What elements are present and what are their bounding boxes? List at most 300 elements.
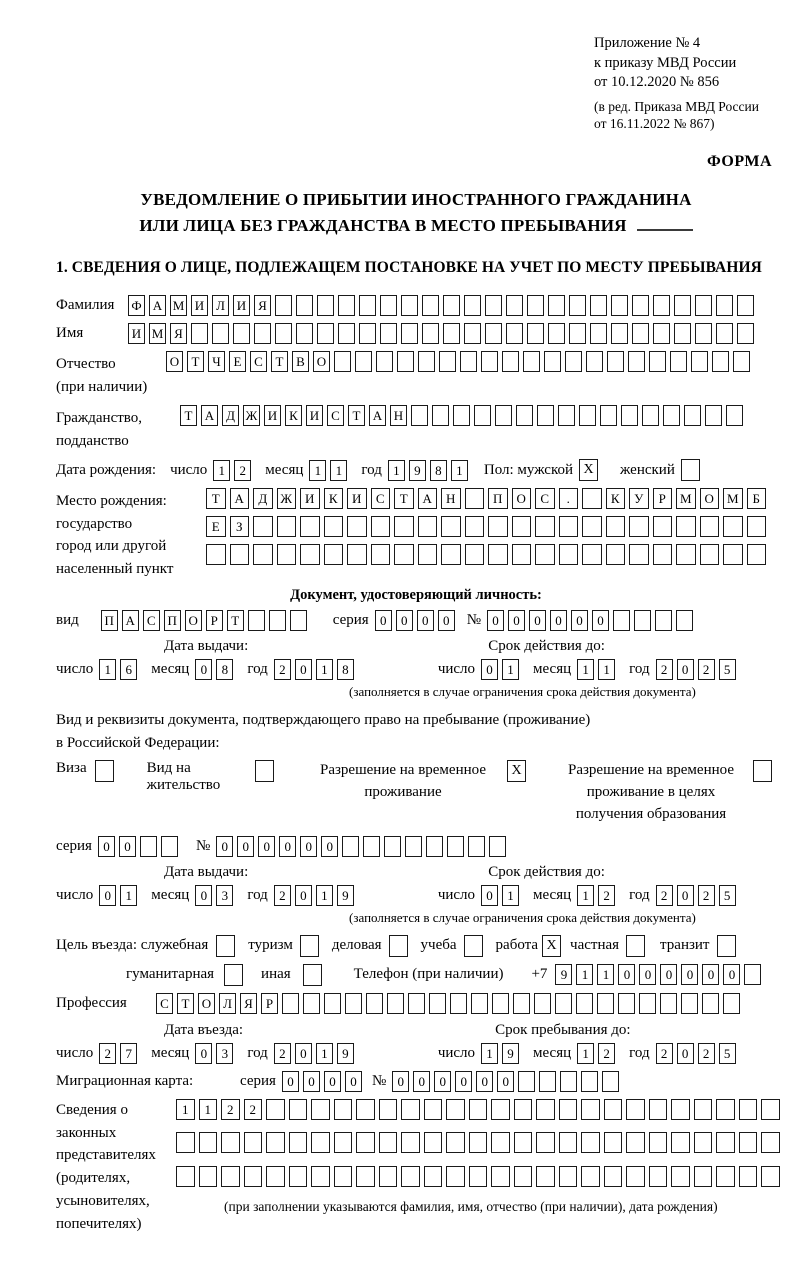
- char-cell[interactable]: [613, 610, 630, 631]
- char-cell[interactable]: [376, 351, 393, 372]
- char-cell[interactable]: [502, 351, 519, 372]
- char-cell[interactable]: 0: [195, 659, 212, 680]
- char-cell[interactable]: [418, 351, 435, 372]
- char-cell[interactable]: [422, 295, 439, 316]
- char-cell[interactable]: Е: [206, 516, 226, 537]
- char-cell[interactable]: [453, 405, 470, 426]
- char-cell[interactable]: 0: [618, 964, 635, 985]
- char-cell[interactable]: 1: [576, 964, 593, 985]
- char-cell[interactable]: [345, 993, 362, 1014]
- char-cell[interactable]: [560, 1071, 577, 1092]
- char-cell[interactable]: И: [300, 488, 320, 509]
- char-cell[interactable]: [671, 1132, 690, 1153]
- char-cell[interactable]: [366, 993, 383, 1014]
- char-cell[interactable]: О: [313, 351, 330, 372]
- char-cell[interactable]: [282, 993, 299, 1014]
- char-cell[interactable]: 0: [258, 836, 275, 857]
- char-cell[interactable]: Р: [261, 993, 278, 1014]
- char-cell[interactable]: [191, 323, 208, 344]
- char-cell[interactable]: З: [230, 516, 250, 537]
- char-cell[interactable]: 0: [300, 836, 317, 857]
- char-cell[interactable]: 0: [237, 836, 254, 857]
- char-cell[interactable]: [739, 1099, 758, 1120]
- char-cell[interactable]: [655, 610, 672, 631]
- char-cell[interactable]: 2: [598, 885, 615, 906]
- char-cell[interactable]: 2: [234, 460, 251, 481]
- char-cell[interactable]: 0: [660, 964, 677, 985]
- char-cell[interactable]: 0: [677, 659, 694, 680]
- char-cell[interactable]: [523, 351, 540, 372]
- char-cell[interactable]: [269, 610, 286, 631]
- char-cell[interactable]: [753, 760, 772, 782]
- char-cell[interactable]: 1: [213, 460, 230, 481]
- char-cell[interactable]: [338, 295, 355, 316]
- char-cell[interactable]: 1: [176, 1099, 195, 1120]
- char-cell[interactable]: 1: [316, 659, 333, 680]
- char-cell[interactable]: [716, 295, 733, 316]
- char-cell[interactable]: 2: [598, 1043, 615, 1064]
- char-cell[interactable]: [694, 1166, 713, 1187]
- char-cell[interactable]: [488, 516, 508, 537]
- char-cell[interactable]: Я: [254, 295, 271, 316]
- char-cell[interactable]: [621, 405, 638, 426]
- char-cell[interactable]: [296, 295, 313, 316]
- char-cell[interactable]: 0: [345, 1071, 362, 1092]
- char-cell[interactable]: [389, 935, 408, 957]
- char-cell[interactable]: 0: [702, 964, 719, 985]
- char-cell[interactable]: [469, 1166, 488, 1187]
- char-cell[interactable]: [726, 405, 743, 426]
- char-cell[interactable]: [439, 351, 456, 372]
- char-cell[interactable]: [371, 544, 391, 565]
- char-cell[interactable]: [700, 544, 720, 565]
- char-cell[interactable]: [460, 351, 477, 372]
- char-cell[interactable]: 1: [120, 885, 137, 906]
- char-cell[interactable]: [700, 516, 720, 537]
- char-cell[interactable]: [224, 964, 243, 986]
- char-cell[interactable]: [447, 836, 464, 857]
- char-cell[interactable]: 3: [216, 885, 233, 906]
- char-cell[interactable]: [397, 351, 414, 372]
- char-cell[interactable]: А: [201, 405, 218, 426]
- char-cell[interactable]: [426, 836, 443, 857]
- char-cell[interactable]: [446, 1166, 465, 1187]
- char-cell[interactable]: 0: [295, 1043, 312, 1064]
- char-cell[interactable]: [324, 516, 344, 537]
- char-cell[interactable]: 0: [99, 885, 116, 906]
- char-cell[interactable]: [660, 993, 677, 1014]
- char-cell[interactable]: 0: [396, 610, 413, 631]
- char-cell[interactable]: [266, 1166, 285, 1187]
- char-cell[interactable]: О: [185, 610, 202, 631]
- char-cell[interactable]: 0: [279, 836, 296, 857]
- char-cell[interactable]: [424, 1166, 443, 1187]
- char-cell[interactable]: 0: [487, 610, 504, 631]
- char-cell[interactable]: 0: [455, 1071, 472, 1092]
- char-cell[interactable]: [671, 1099, 690, 1120]
- char-cell[interactable]: [199, 1132, 218, 1153]
- char-cell[interactable]: М: [723, 488, 743, 509]
- char-cell[interactable]: Б: [747, 488, 767, 509]
- char-cell[interactable]: 0: [723, 964, 740, 985]
- char-cell[interactable]: [569, 323, 586, 344]
- char-cell[interactable]: [716, 1099, 735, 1120]
- char-cell[interactable]: [576, 993, 593, 1014]
- char-cell[interactable]: 2: [656, 1043, 673, 1064]
- char-cell[interactable]: Т: [177, 993, 194, 1014]
- char-cell[interactable]: [300, 935, 319, 957]
- char-cell[interactable]: [739, 1132, 758, 1153]
- char-cell[interactable]: [342, 836, 359, 857]
- char-cell[interactable]: [379, 1099, 398, 1120]
- char-cell[interactable]: 5: [719, 1043, 736, 1064]
- char-cell[interactable]: Н: [390, 405, 407, 426]
- char-cell[interactable]: 2: [698, 659, 715, 680]
- char-cell[interactable]: [317, 295, 334, 316]
- char-cell[interactable]: 0: [392, 1071, 409, 1092]
- char-cell[interactable]: С: [143, 610, 160, 631]
- char-cell[interactable]: [671, 1166, 690, 1187]
- char-cell[interactable]: 1: [502, 659, 519, 680]
- char-cell[interactable]: [559, 1166, 578, 1187]
- char-cell[interactable]: [548, 295, 565, 316]
- char-cell[interactable]: 0: [375, 610, 392, 631]
- char-cell[interactable]: [491, 1132, 510, 1153]
- char-cell[interactable]: [565, 351, 582, 372]
- char-cell[interactable]: [468, 836, 485, 857]
- char-cell[interactable]: [536, 1166, 555, 1187]
- char-cell[interactable]: [317, 323, 334, 344]
- char-cell[interactable]: [611, 295, 628, 316]
- char-cell[interactable]: [747, 516, 767, 537]
- char-cell[interactable]: [606, 544, 626, 565]
- char-cell[interactable]: [334, 1099, 353, 1120]
- char-cell[interactable]: [422, 323, 439, 344]
- char-cell[interactable]: [512, 544, 532, 565]
- char-cell[interactable]: [695, 323, 712, 344]
- char-cell[interactable]: Н: [441, 488, 461, 509]
- char-cell[interactable]: Ф: [128, 295, 145, 316]
- char-cell[interactable]: 0: [295, 659, 312, 680]
- char-cell[interactable]: [289, 1099, 308, 1120]
- char-cell[interactable]: [418, 516, 438, 537]
- char-cell[interactable]: [266, 1132, 285, 1153]
- char-cell[interactable]: [491, 1099, 510, 1120]
- char-cell[interactable]: [602, 1071, 619, 1092]
- char-cell[interactable]: 3: [216, 1043, 233, 1064]
- char-cell[interactable]: О: [198, 993, 215, 1014]
- char-cell[interactable]: 0: [677, 885, 694, 906]
- char-cell[interactable]: 0: [497, 1071, 514, 1092]
- char-cell[interactable]: [212, 323, 229, 344]
- char-cell[interactable]: [441, 516, 461, 537]
- char-cell[interactable]: [432, 405, 449, 426]
- char-cell[interactable]: 1: [309, 460, 326, 481]
- char-cell[interactable]: Я: [240, 993, 257, 1014]
- char-cell[interactable]: 1: [597, 964, 614, 985]
- char-cell[interactable]: [289, 1166, 308, 1187]
- char-cell[interactable]: [338, 323, 355, 344]
- char-cell[interactable]: [491, 1166, 510, 1187]
- char-cell[interactable]: [95, 760, 114, 782]
- char-cell[interactable]: 0: [476, 1071, 493, 1092]
- char-cell[interactable]: 1: [598, 659, 615, 680]
- char-cell[interactable]: 0: [417, 610, 434, 631]
- char-cell[interactable]: [600, 405, 617, 426]
- char-cell[interactable]: [653, 516, 673, 537]
- char-cell[interactable]: [626, 935, 645, 957]
- char-cell[interactable]: [670, 351, 687, 372]
- char-cell[interactable]: [176, 1166, 195, 1187]
- char-cell[interactable]: [639, 993, 656, 1014]
- char-cell[interactable]: [266, 1099, 285, 1120]
- char-cell[interactable]: [277, 544, 297, 565]
- char-cell[interactable]: [380, 295, 397, 316]
- char-cell[interactable]: [401, 323, 418, 344]
- char-cell[interactable]: М: [149, 323, 166, 344]
- char-cell[interactable]: [140, 836, 157, 857]
- char-cell[interactable]: 0: [324, 1071, 341, 1092]
- char-cell[interactable]: [607, 351, 624, 372]
- char-cell[interactable]: [559, 1132, 578, 1153]
- char-cell[interactable]: [255, 760, 274, 782]
- char-cell[interactable]: [233, 323, 250, 344]
- char-cell[interactable]: [176, 1132, 195, 1153]
- char-cell[interactable]: [311, 1166, 330, 1187]
- char-cell[interactable]: [465, 488, 485, 509]
- char-cell[interactable]: [632, 295, 649, 316]
- char-cell[interactable]: [606, 516, 626, 537]
- char-cell[interactable]: [300, 516, 320, 537]
- char-cell[interactable]: 0: [592, 610, 609, 631]
- char-cell[interactable]: [248, 610, 265, 631]
- char-cell[interactable]: [618, 993, 635, 1014]
- char-cell[interactable]: 0: [508, 610, 525, 631]
- char-cell[interactable]: 8: [430, 460, 447, 481]
- char-cell[interactable]: 8: [216, 659, 233, 680]
- char-cell[interactable]: Ж: [243, 405, 260, 426]
- char-cell[interactable]: [649, 1099, 668, 1120]
- char-cell[interactable]: [514, 1166, 533, 1187]
- char-cell[interactable]: Р: [206, 610, 223, 631]
- char-cell[interactable]: 2: [274, 885, 291, 906]
- char-cell[interactable]: [590, 295, 607, 316]
- char-cell[interactable]: 0: [119, 836, 136, 857]
- char-cell[interactable]: 1: [316, 885, 333, 906]
- char-cell[interactable]: [723, 544, 743, 565]
- char-cell[interactable]: 0: [282, 1071, 299, 1092]
- char-cell[interactable]: [244, 1166, 263, 1187]
- char-cell[interactable]: [450, 993, 467, 1014]
- char-cell[interactable]: [694, 1099, 713, 1120]
- char-cell[interactable]: [581, 1099, 600, 1120]
- char-cell[interactable]: Д: [253, 488, 273, 509]
- char-cell[interactable]: [555, 993, 572, 1014]
- char-cell[interactable]: [495, 405, 512, 426]
- char-cell[interactable]: [676, 610, 693, 631]
- char-cell[interactable]: [535, 544, 555, 565]
- char-cell[interactable]: 1: [502, 885, 519, 906]
- char-cell[interactable]: [359, 295, 376, 316]
- char-cell[interactable]: Е: [229, 351, 246, 372]
- char-cell[interactable]: 0: [681, 964, 698, 985]
- char-cell[interactable]: [604, 1132, 623, 1153]
- char-cell[interactable]: Т: [180, 405, 197, 426]
- char-cell[interactable]: [363, 836, 380, 857]
- char-cell[interactable]: [527, 323, 544, 344]
- char-cell[interactable]: [559, 1099, 578, 1120]
- char-cell[interactable]: [443, 295, 460, 316]
- char-cell[interactable]: М: [170, 295, 187, 316]
- char-cell[interactable]: 0: [481, 885, 498, 906]
- char-cell[interactable]: [579, 405, 596, 426]
- char-cell[interactable]: [649, 1132, 668, 1153]
- char-cell[interactable]: [334, 1132, 353, 1153]
- char-cell[interactable]: [441, 544, 461, 565]
- char-cell[interactable]: [534, 993, 551, 1014]
- char-cell[interactable]: Л: [212, 295, 229, 316]
- char-cell[interactable]: [289, 1132, 308, 1153]
- char-cell[interactable]: [744, 964, 761, 985]
- char-cell[interactable]: [684, 405, 701, 426]
- char-cell[interactable]: [356, 1099, 375, 1120]
- char-cell[interactable]: [355, 351, 372, 372]
- char-cell[interactable]: [311, 1099, 330, 1120]
- char-cell[interactable]: А: [230, 488, 250, 509]
- char-cell[interactable]: [324, 993, 341, 1014]
- char-cell[interactable]: [674, 295, 691, 316]
- char-cell[interactable]: 1: [577, 659, 594, 680]
- char-cell[interactable]: [464, 323, 481, 344]
- char-cell[interactable]: [411, 405, 428, 426]
- char-cell[interactable]: [371, 516, 391, 537]
- char-cell[interactable]: [582, 516, 602, 537]
- char-cell[interactable]: [653, 295, 670, 316]
- char-cell[interactable]: Я: [170, 323, 187, 344]
- char-cell[interactable]: [244, 1132, 263, 1153]
- char-cell[interactable]: [518, 1071, 535, 1092]
- char-cell[interactable]: Т: [348, 405, 365, 426]
- char-cell[interactable]: [492, 993, 509, 1014]
- char-cell[interactable]: [761, 1132, 780, 1153]
- char-cell[interactable]: [471, 993, 488, 1014]
- char-cell[interactable]: 1: [481, 1043, 498, 1064]
- char-cell[interactable]: Т: [206, 488, 226, 509]
- char-cell[interactable]: [544, 351, 561, 372]
- char-cell[interactable]: [296, 323, 313, 344]
- char-cell[interactable]: К: [285, 405, 302, 426]
- char-cell[interactable]: 9: [555, 964, 572, 985]
- char-cell[interactable]: [604, 1166, 623, 1187]
- char-cell[interactable]: Т: [187, 351, 204, 372]
- char-cell[interactable]: [597, 993, 614, 1014]
- char-cell[interactable]: [747, 544, 767, 565]
- char-cell[interactable]: 2: [244, 1099, 263, 1120]
- char-cell[interactable]: [514, 1132, 533, 1153]
- char-cell[interactable]: [737, 295, 754, 316]
- char-cell[interactable]: X: [579, 459, 598, 481]
- char-cell[interactable]: [230, 544, 250, 565]
- char-cell[interactable]: [537, 405, 554, 426]
- char-cell[interactable]: П: [488, 488, 508, 509]
- char-cell[interactable]: С: [371, 488, 391, 509]
- char-cell[interactable]: 0: [195, 885, 212, 906]
- char-cell[interactable]: 2: [656, 885, 673, 906]
- char-cell[interactable]: 1: [577, 1043, 594, 1064]
- char-cell[interactable]: 9: [409, 460, 426, 481]
- char-cell[interactable]: 1: [451, 460, 468, 481]
- char-cell[interactable]: [649, 351, 666, 372]
- char-cell[interactable]: [536, 1099, 555, 1120]
- char-cell[interactable]: [681, 459, 700, 481]
- char-cell[interactable]: [653, 544, 673, 565]
- char-cell[interactable]: К: [324, 488, 344, 509]
- char-cell[interactable]: 0: [303, 1071, 320, 1092]
- char-cell[interactable]: И: [264, 405, 281, 426]
- char-cell[interactable]: [161, 836, 178, 857]
- char-cell[interactable]: [539, 1071, 556, 1092]
- char-cell[interactable]: 0: [195, 1043, 212, 1064]
- char-cell[interactable]: [347, 516, 367, 537]
- char-cell[interactable]: [394, 516, 414, 537]
- char-cell[interactable]: [512, 516, 532, 537]
- char-cell[interactable]: А: [122, 610, 139, 631]
- char-cell[interactable]: 2: [99, 1043, 116, 1064]
- char-cell[interactable]: [275, 323, 292, 344]
- char-cell[interactable]: [206, 544, 226, 565]
- char-cell[interactable]: К: [606, 488, 626, 509]
- char-cell[interactable]: [334, 1166, 353, 1187]
- char-cell[interactable]: [761, 1099, 780, 1120]
- char-cell[interactable]: [254, 323, 271, 344]
- char-cell[interactable]: [558, 405, 575, 426]
- char-cell[interactable]: [514, 1099, 533, 1120]
- char-cell[interactable]: [356, 1166, 375, 1187]
- char-cell[interactable]: [634, 610, 651, 631]
- char-cell[interactable]: [695, 295, 712, 316]
- char-cell[interactable]: [642, 405, 659, 426]
- char-cell[interactable]: [581, 1071, 598, 1092]
- char-cell[interactable]: В: [292, 351, 309, 372]
- char-cell[interactable]: 2: [698, 885, 715, 906]
- char-cell[interactable]: 9: [502, 1043, 519, 1064]
- char-cell[interactable]: 0: [98, 836, 115, 857]
- char-cell[interactable]: [253, 544, 273, 565]
- char-cell[interactable]: С: [156, 993, 173, 1014]
- char-cell[interactable]: [408, 993, 425, 1014]
- char-cell[interactable]: [443, 323, 460, 344]
- char-cell[interactable]: Ч: [208, 351, 225, 372]
- char-cell[interactable]: 1: [577, 885, 594, 906]
- char-cell[interactable]: И: [233, 295, 250, 316]
- char-cell[interactable]: Д: [222, 405, 239, 426]
- char-cell[interactable]: [485, 295, 502, 316]
- char-cell[interactable]: [559, 516, 579, 537]
- char-cell[interactable]: [536, 1132, 555, 1153]
- char-cell[interactable]: О: [166, 351, 183, 372]
- char-cell[interactable]: [626, 1166, 645, 1187]
- char-cell[interactable]: [739, 1166, 758, 1187]
- char-cell[interactable]: 6: [120, 659, 137, 680]
- char-cell[interactable]: 5: [719, 885, 736, 906]
- char-cell[interactable]: [465, 516, 485, 537]
- char-cell[interactable]: 1: [388, 460, 405, 481]
- char-cell[interactable]: [429, 993, 446, 1014]
- char-cell[interactable]: 7: [120, 1043, 137, 1064]
- char-cell[interactable]: [464, 935, 483, 957]
- char-cell[interactable]: [347, 544, 367, 565]
- char-cell[interactable]: [464, 295, 481, 316]
